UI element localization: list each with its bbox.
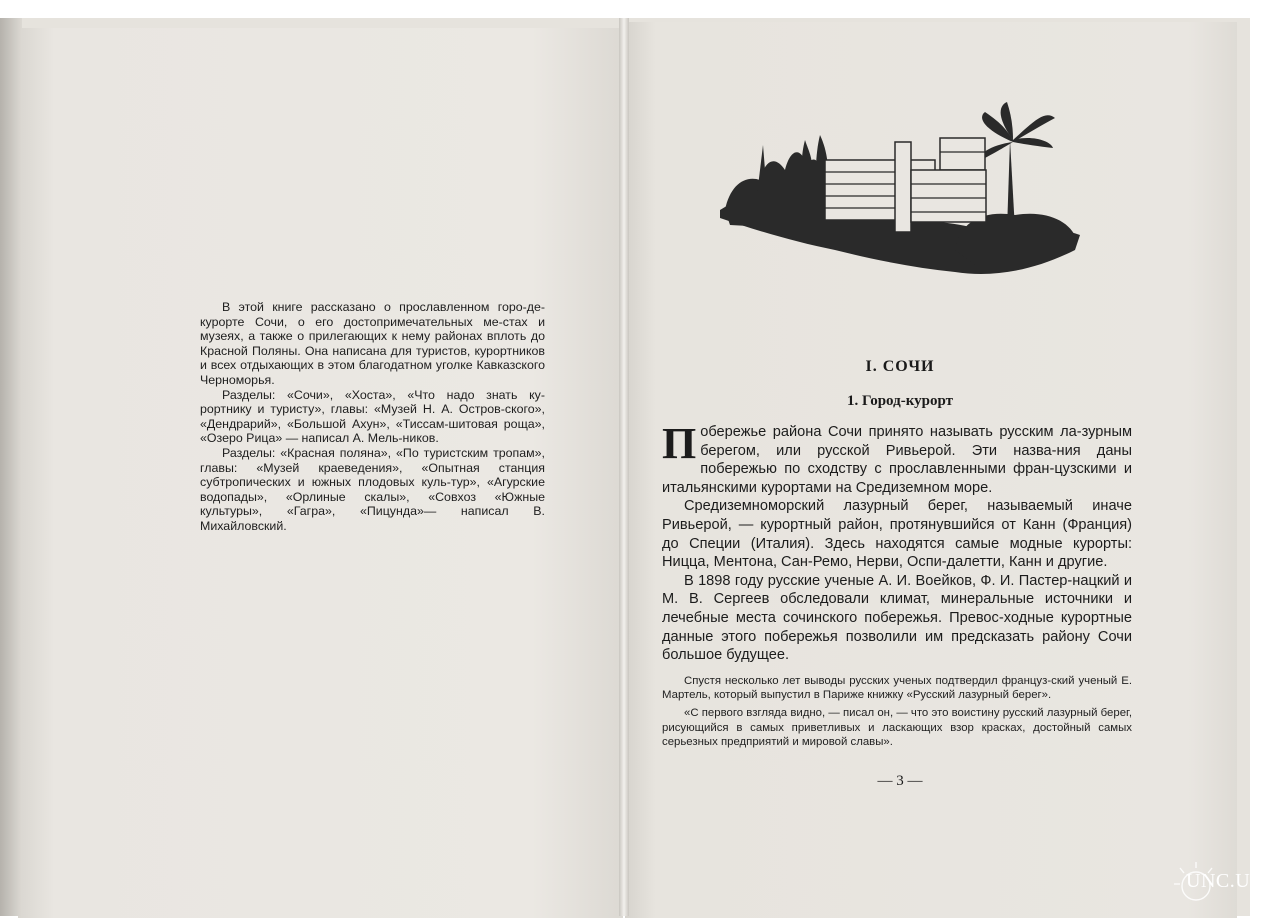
note-paragraph: Спустя несколько лет выводы русских ученых подтвердил француз-ский ученый Е. Мартель, который выпустил в Париже книжку «Русский лазурный берег». <box>662 675 1132 702</box>
annotation-paragraph: Разделы: «Красная поляна», «По туристским тропам», главы: «Музей краеведения», «Опытная станция субтропических и южных плодовых куль-тур», «Агурские водопады», «Орлиные скалы», «Совхоз «Южные культуры», «Гагра», «Пицунда»— написал В. Михайловский. <box>200 445 545 533</box>
book-gutter <box>619 18 629 916</box>
small-print <box>662 674 1132 753</box>
note-paragraph: «С первого взгляда видно, — писал он, — что это воистину русский лазурный берег, рисующийся в самых приветливых и ласкающих взор красках, достойный самых серьезных предприятий и мировой славы». <box>662 707 1132 748</box>
body-paragraph: Средиземноморский лазурный берег, называемый иначе Ривьерой, — курортный район, протянувшийся от Канн (Франция) до Специи (Италия). Здесь находятся самые модные курорты: Ницца, Ментона, Сан-Ремо, Нерви, Оспи-далетти, Канн и другие. <box>662 498 1132 571</box>
body-paragraph <box>662 419 1132 497</box>
cover-edge <box>0 18 22 916</box>
section-title: 1. Город-курорт <box>846 393 953 409</box>
sanatorium-engraving <box>715 100 1085 280</box>
chapter-body <box>662 419 1132 665</box>
drop-cap: П <box>662 419 697 468</box>
paragraph-text: обережье района Сочи принято называть русским ла-зурным берегом, или русской Ривьерой. Эти назва-ния даны побережью по сходству с прославленными фран-цузскими и итальянскими курортами на Средиземном море. <box>662 424 1132 496</box>
annotation-paragraph: Разделы: «Сочи», «Хоста», «Что надо знать ку-рортнику и туристу», главы: «Музей Н. А. Остров-ского», «Дендрарий», «Большой Ахун», «Тиссам-шитовая роща», «Озеро Рица» — написал А. Мель-ников. <box>200 387 545 446</box>
book-annotation <box>200 300 545 534</box>
page-number: — 3 — <box>877 773 923 789</box>
body-paragraph: В 1898 году русские ученые А. И. Воейков, Ф. И. Пастер-нацкий и М. В. Сергеев обследовали климат, минеральные источники и лечебные места сочинского побережья. Превос-ходные курортные данные этого побережья позволили им предсказать району Сочи большое будущее. <box>662 572 1132 664</box>
annotation-paragraph: В этой книге рассказано о прославленном горо-де-курорте Сочи, о его достопримечательных ме-стах и музеях, а также о прилегающих к нему районах вплоть до Красной Поляны. Она написана для туристов, курортников и всех отдыхающих в этом благодатном уголке Кавказского Черноморья. <box>200 300 545 387</box>
chapter-title: I. СОЧИ <box>865 358 935 375</box>
watermark-text: UNC.UA <box>1186 870 1266 892</box>
